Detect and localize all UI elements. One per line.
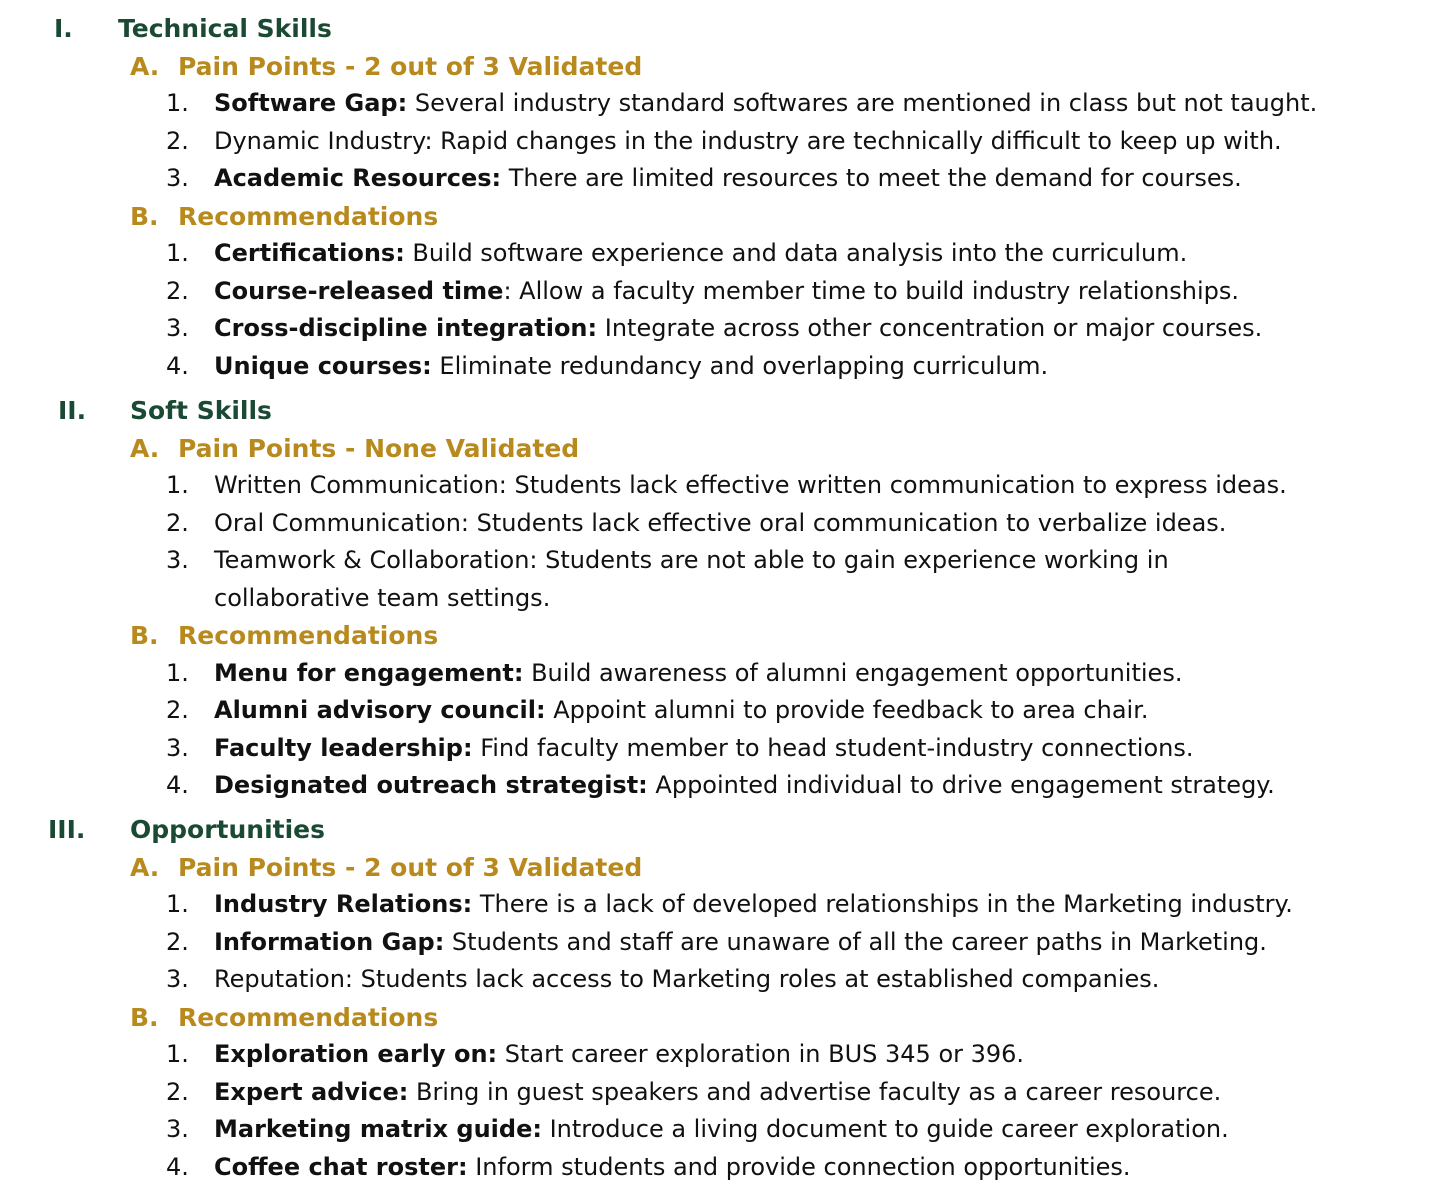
section-numeral: III.	[48, 815, 86, 844]
list-item-number: 3.	[166, 164, 189, 192]
list-item-number: 1.	[166, 471, 189, 499]
list-item-text	[214, 659, 1182, 687]
subsection-letter: B.	[130, 621, 159, 650]
list-item-number: 3.	[166, 546, 189, 574]
subsection-title: Pain Points - 2 out of 3 Validated	[178, 852, 643, 882]
list-item-number: 2.	[166, 508, 189, 537]
list-item-text	[214, 1040, 1024, 1068]
list-item-text	[214, 771, 1275, 799]
list-item-text	[214, 928, 1267, 956]
list-item-text	[214, 734, 1193, 762]
list-item-label: Unique courses:	[214, 351, 432, 380]
list-item-number: 4.	[166, 771, 189, 799]
list-item-label: Faculty leadership:	[214, 733, 473, 762]
list-item-number: 3.	[166, 1115, 189, 1143]
list-item-label: Exploration early on:	[214, 1040, 498, 1068]
list-item-description: Introduce a living document to guide career exploration.	[541, 1115, 1229, 1143]
list-item-label: Cross-discipline integration:	[214, 314, 598, 342]
list-item-text	[214, 277, 1239, 305]
list-item-description: There are limited resources to meet the demand for courses.	[501, 164, 1242, 192]
list-item-description: Inform students and provide connection opportunities.	[467, 1152, 1131, 1181]
list-item-description: Build awareness of alumni engagement opportunities.	[523, 658, 1183, 687]
subsection-title: Recommendations	[178, 1002, 439, 1032]
subsection-letter: B.	[130, 1002, 159, 1032]
subsection-title: Recommendations	[178, 621, 439, 650]
list-item-description: Find faculty member to head student-industry connections.	[472, 733, 1194, 762]
list-item-number: 3.	[166, 965, 189, 993]
list-item-description: There is a lack of developed relationships in the Marketing industry.	[472, 890, 1293, 918]
list-item-number: 2.	[166, 696, 189, 724]
list-item-label: Course-released time	[214, 276, 504, 305]
list-item-text	[214, 696, 1149, 724]
section-title: Opportunities	[130, 815, 326, 844]
list-item-description: Bring in guest speakers and advertise faculty as a career resource.	[408, 1077, 1222, 1106]
list-item-text	[214, 471, 1287, 499]
list-item-label: Software Gap:	[214, 89, 408, 117]
list-item-text: collaborative team settings.	[214, 583, 551, 612]
list-item-number: 2.	[166, 1077, 189, 1106]
list-item-description: Build software experience and data analysis into the curriculum.	[404, 239, 1188, 267]
list-item-number: 4.	[166, 1152, 189, 1181]
section-numeral: II.	[58, 396, 87, 425]
list-item-label: Academic Resources:	[214, 164, 502, 192]
list-item-label: Menu for engagement:	[214, 658, 524, 687]
list-item-text	[214, 509, 1226, 537]
list-item-number: 1.	[166, 89, 189, 117]
list-item-description: Teamwork & Collaboration: Students are not able to gain experience working in	[214, 546, 1169, 574]
subsection-letter: A.	[130, 51, 160, 81]
section-title: Technical Skills	[118, 14, 332, 43]
list-item-description: Start career exploration in BUS 345 or 396.	[497, 1040, 1025, 1068]
list-item-number: 4.	[166, 351, 189, 380]
subsection-letter: A.	[130, 433, 160, 463]
list-item-description: Eliminate redundancy and overlapping curriculum.	[431, 351, 1049, 380]
list-item-number: 1.	[166, 1040, 189, 1068]
section-title: Soft Skills	[130, 396, 272, 425]
list-item-label: Industry Relations:	[214, 890, 473, 918]
subsection-title: Recommendations	[178, 201, 439, 231]
list-item-number: 1.	[166, 239, 189, 267]
list-item-text	[214, 164, 1242, 192]
list-item-description: Appointed individual to drive engagement strategy.	[647, 771, 1275, 799]
list-item-number: 2.	[166, 126, 189, 155]
subsection-letter: B.	[130, 201, 159, 231]
list-item-label: Information Gap:	[214, 927, 445, 956]
list-item-text	[214, 1078, 1221, 1106]
list-item-text	[214, 127, 1282, 155]
subsection-title: Pain Points - 2 out of 3 Validated	[178, 51, 643, 81]
list-item-description: Dynamic Industry: Rapid changes in the industry are technically difficult to keep up with.	[214, 126, 1282, 155]
list-item-description: Several industry standard softwares are mentioned in class but not taught.	[407, 89, 1318, 117]
list-item-text	[214, 546, 1169, 574]
list-item-label: Marketing matrix guide:	[214, 1115, 542, 1143]
list-item-description: Students and staff are unaware of all the career paths in Marketing.	[444, 927, 1267, 956]
list-item-number: 3.	[166, 314, 189, 342]
list-item-text	[214, 352, 1048, 380]
list-item-number: 1.	[166, 890, 189, 918]
list-item-description: Reputation: Students lack access to Marketing roles at established companies.	[214, 965, 1160, 993]
list-item-description: Oral Communication: Students lack effective oral communication to verbalize ideas.	[214, 508, 1227, 537]
list-item-label: Expert advice:	[214, 1077, 409, 1106]
list-item-number: 3.	[166, 733, 189, 762]
section-numeral: I.	[54, 14, 73, 43]
list-item-label: Certifications:	[214, 239, 405, 267]
list-item-description: Written Communication: Students lack effective written communication to express ideas.	[214, 471, 1287, 499]
list-item-label: Designated outreach strategist:	[214, 771, 648, 799]
list-item-text	[214, 965, 1159, 993]
list-item-number: 2.	[166, 276, 189, 305]
subsection-title: Pain Points - None Validated	[178, 433, 580, 463]
subsection-letter: A.	[130, 852, 160, 882]
list-item-text	[214, 1153, 1131, 1181]
list-item-number: 1.	[166, 658, 189, 687]
list-item-text	[214, 1115, 1229, 1143]
list-item-label: Alumni advisory council:	[214, 696, 546, 724]
list-item-number: 2.	[166, 927, 189, 956]
list-item-description: Appoint alumni to provide feedback to area chair.	[545, 696, 1149, 724]
list-item-text	[214, 239, 1187, 267]
list-item-description: Integrate across other concentration or major courses.	[597, 314, 1263, 342]
list-item-label: Coffee chat roster:	[214, 1152, 468, 1181]
list-item-text	[214, 314, 1262, 342]
list-item-text	[214, 890, 1293, 918]
list-item-description: : Allow a faculty member time to build industry relationships.	[503, 276, 1240, 305]
list-item-text	[214, 89, 1317, 117]
